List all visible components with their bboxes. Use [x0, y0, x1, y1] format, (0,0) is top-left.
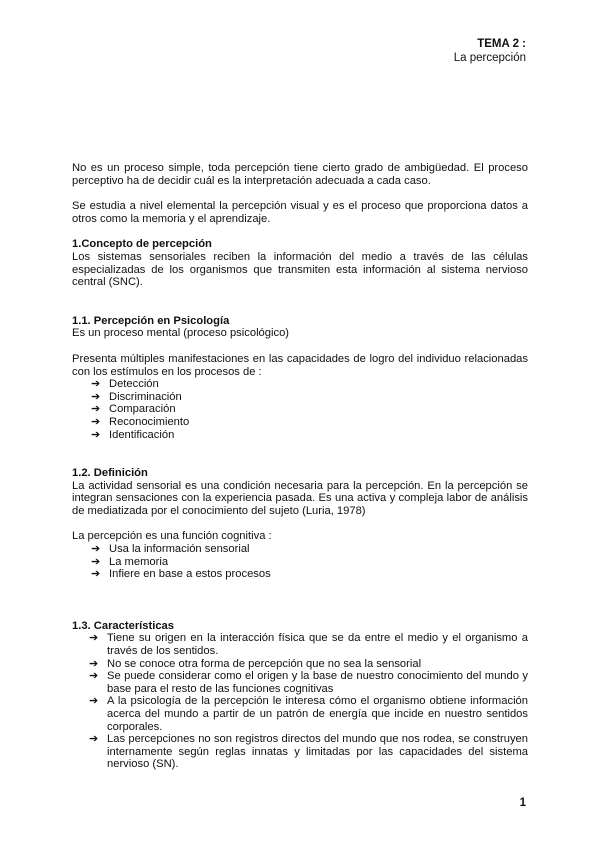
- arrow-icon: ➔: [91, 415, 101, 428]
- list-item: ➔ A la psicología de la percepción le interesa cómo el organismo obtiene información acerca del mundo a partir de un patrón de energía que incide en nuestro sentidos corporales.: [89, 695, 528, 733]
- topic-subtitle: La percepción: [453, 52, 526, 64]
- section-1-2-text-1: La actividad sensorial es una condición necesaria para la percepción. En la percepción se integran sensaciones con la experiencia pasada. Es una activa y compleja labor de análisis de mediatizada por el conocimiento del sujeto (Luria, 1978): [72, 479, 528, 517]
- list-item: ➔ Tiene su origen en la interacción física que se da entre el medio y el organismo a través de los sentidos.: [89, 632, 528, 658]
- section-1-1-heading: 1.1. Percepción en Psicología: [72, 314, 230, 327]
- section-1-1-list: [72, 378, 528, 441]
- arrow-icon: ➔: [91, 403, 101, 416]
- list-item: ➔ Se puede considerar como el origen y la base de nuestro conocimiento del mundo y base para el resto de las funciones cognitivas: [89, 670, 528, 695]
- section-1-2-heading: 1.2. Definición: [72, 467, 148, 480]
- page-header: [454, 37, 526, 65]
- section-1-3-list: [72, 632, 528, 771]
- arrow-icon: ➔: [89, 657, 99, 670]
- list-item: ➔ Identificación: [91, 428, 175, 441]
- list-item: ➔ Infiere en base a estos procesos: [91, 568, 271, 581]
- arrow-icon: ➔: [89, 733, 99, 746]
- arrow-icon: ➔: [89, 670, 99, 683]
- arrow-icon: ➔: [89, 695, 99, 708]
- arrow-icon: ➔: [91, 555, 101, 568]
- list-item: ➔ Discriminación: [91, 390, 182, 403]
- document-body: [72, 162, 528, 771]
- page-number: 1: [519, 797, 526, 809]
- list-item: ➔ Detección: [91, 378, 159, 391]
- topic-title: TEMA 2 :: [477, 38, 526, 50]
- list-item: ➔ La memoria: [91, 555, 169, 568]
- intro-paragraph-2: Se estudia a nivel elemental la percepción visual y es el proceso que proporciona datos a otros como la memoria y el aprendizaje.: [72, 200, 528, 225]
- section-1-1-text-1: Es un proceso mental (proceso psicológico): [72, 327, 290, 340]
- arrow-icon: ➔: [91, 543, 101, 556]
- intro-paragraph-1: No es un proceso simple, toda percepción tiene cierto grado de ambigüedad. El proceso perceptivo ha de decidir cuál es la interpretación adecuada a cada caso.: [72, 162, 528, 187]
- arrow-icon: ➔: [91, 378, 101, 391]
- section-1-2-list: [72, 543, 528, 581]
- section-1-3-heading: 1.3. Características: [72, 619, 174, 632]
- list-item: ➔ No se conoce otra forma de percepción que no sea la sensorial: [89, 657, 422, 670]
- arrow-icon: ➔: [91, 568, 101, 581]
- list-item: ➔ Comparación: [91, 403, 176, 416]
- list-item: ➔ Las percepciones no son registros directos del mundo que nos rodea, se construyen internamente según reglas innatas y limitadas por las capacidades del sistema nervioso (SN).: [89, 733, 528, 771]
- section-1-1-text-2: Presenta múltiples manifestaciones en las capacidades de logro del individuo relacionadas con los estímulos en los procesos de :: [72, 352, 528, 378]
- section-1-2-text-2: La percepción es una función cognitiva :: [72, 530, 272, 543]
- arrow-icon: ➔: [91, 390, 101, 403]
- list-item: ➔ Usa la información sensorial: [91, 543, 250, 556]
- arrow-icon: ➔: [91, 428, 101, 441]
- list-item: ➔ Reconocimiento: [91, 415, 190, 428]
- section-1-text: Los sistemas sensoriales reciben la información del medio a través de las células especializadas de los organismos que transmiten esta información al sistema nervioso central (SNC).: [72, 250, 528, 289]
- section-1-heading: 1.Concepto de percepción: [72, 238, 212, 251]
- arrow-icon: ➔: [89, 632, 99, 645]
